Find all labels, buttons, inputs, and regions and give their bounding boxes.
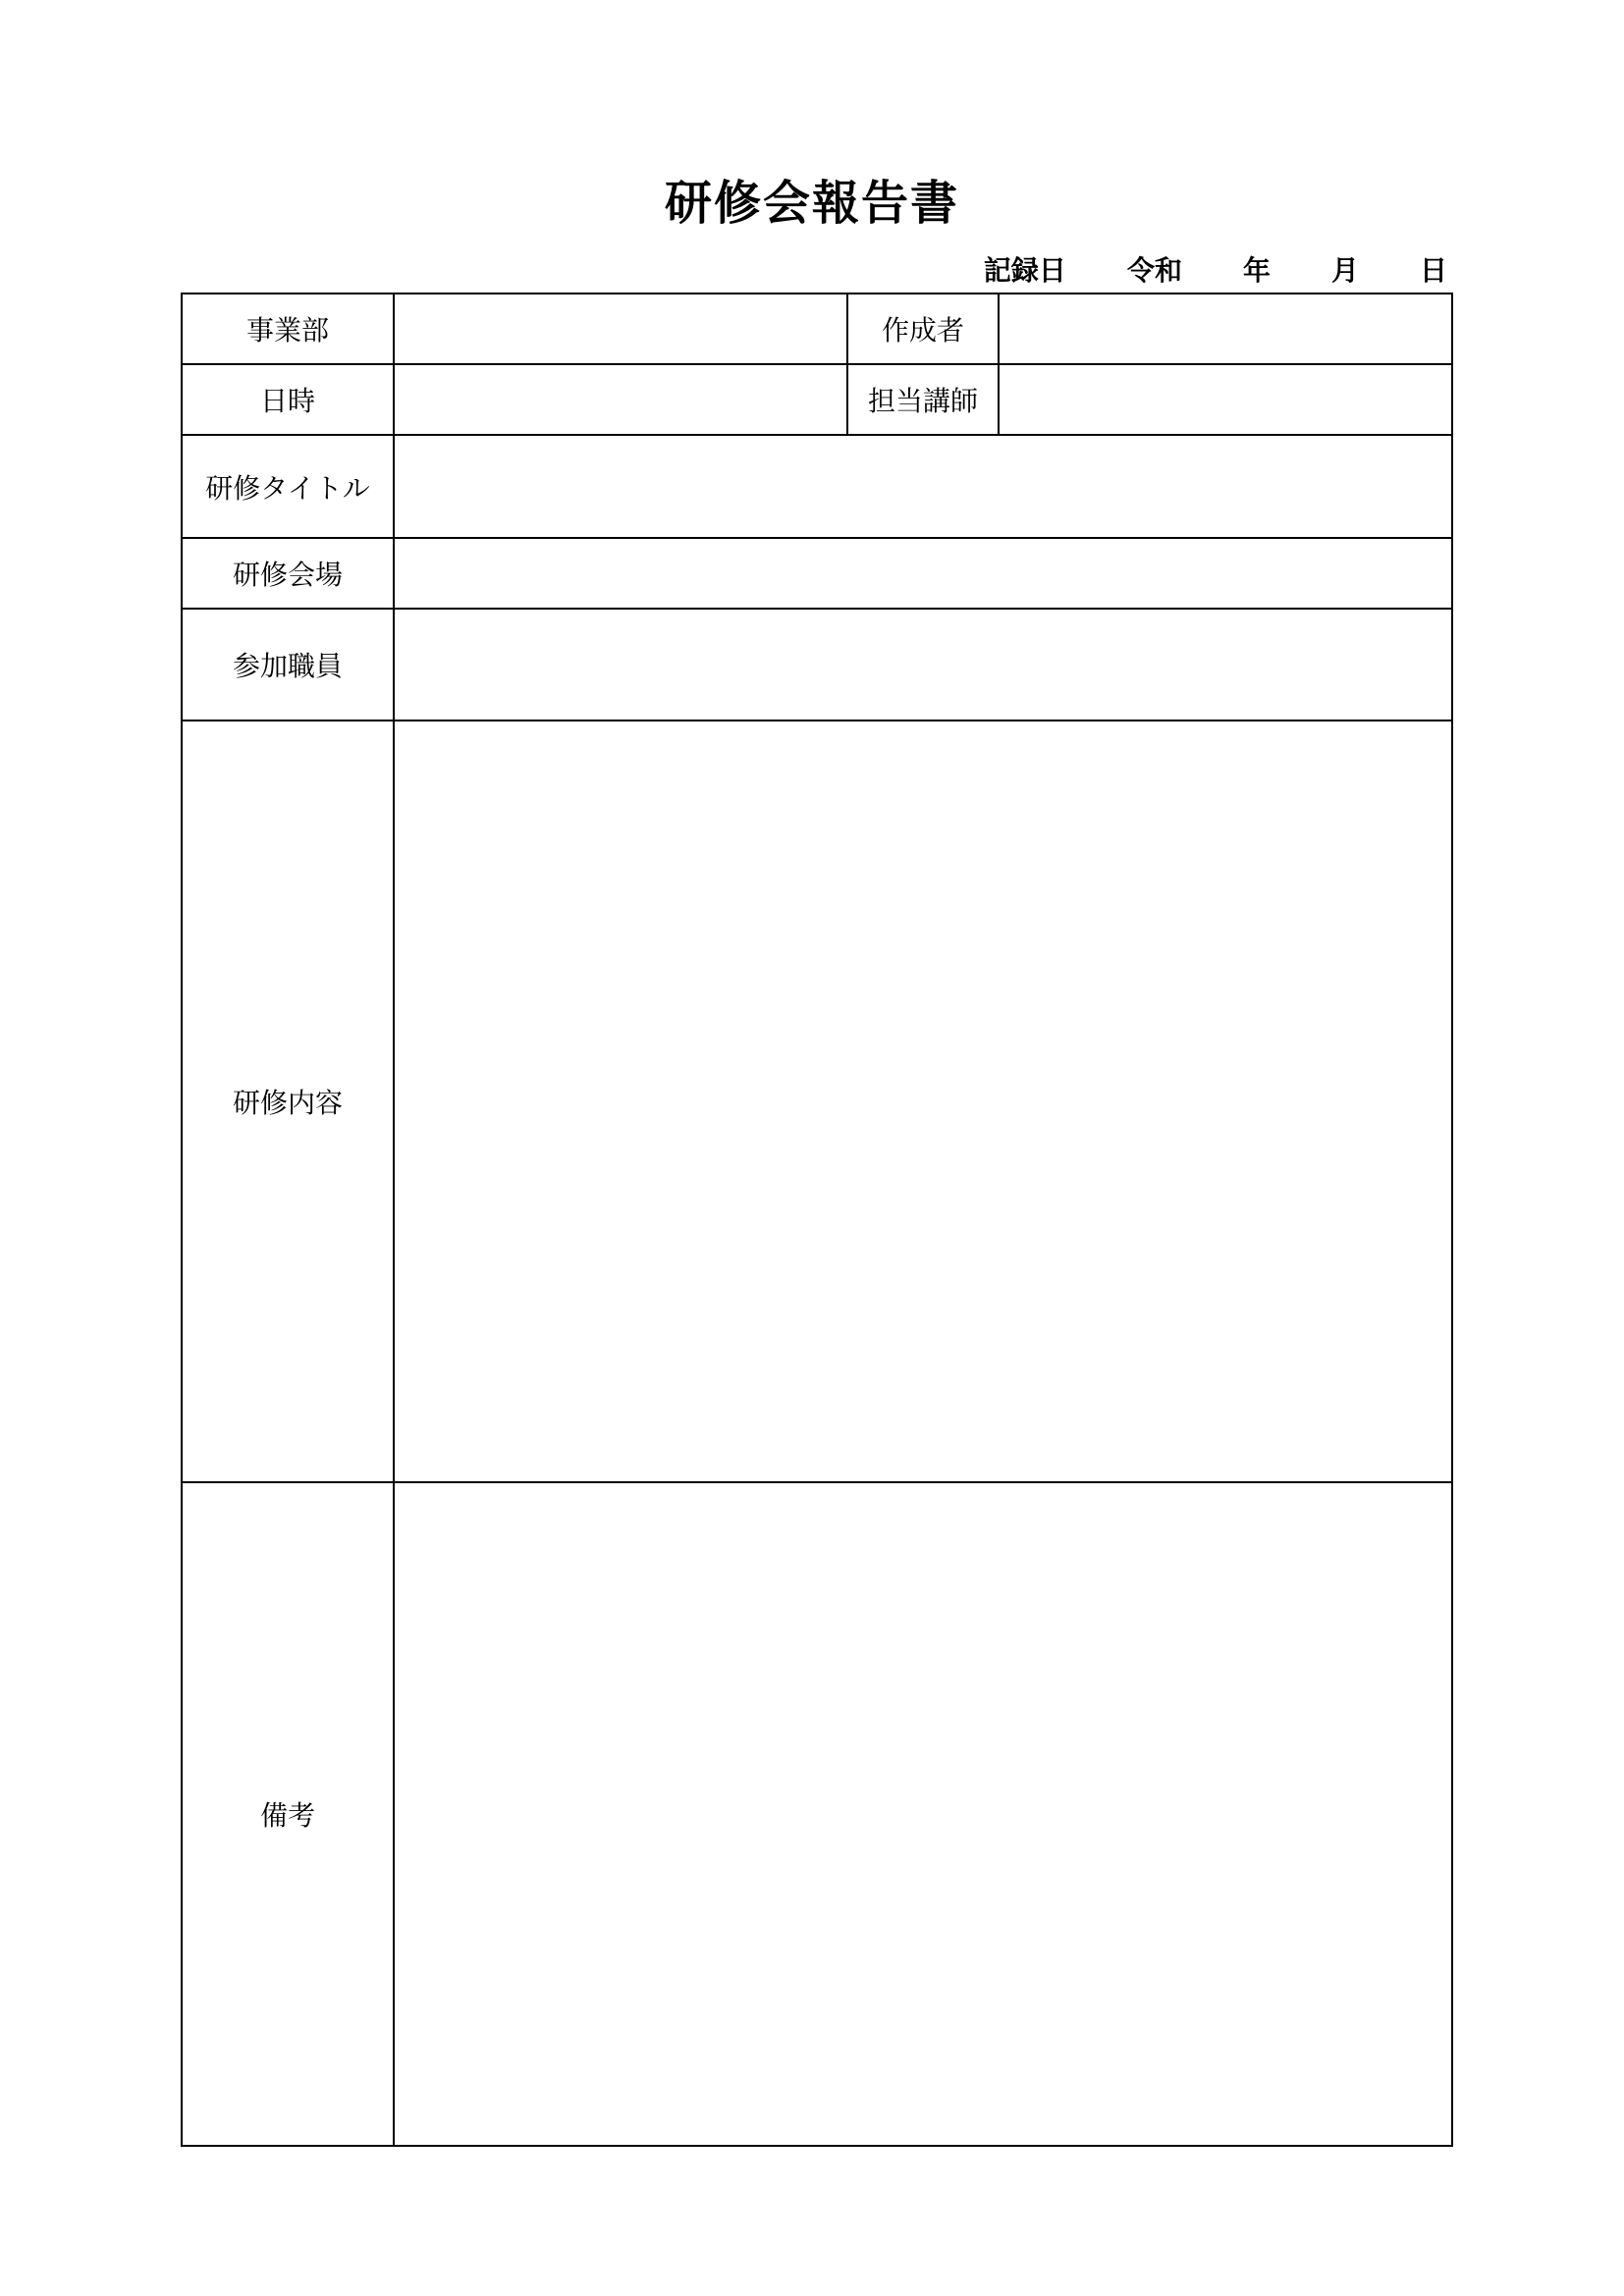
participants-label: 参加職員: [182, 609, 394, 721]
datetime-field[interactable]: [394, 364, 847, 435]
training-title-label: 研修タイトル: [182, 435, 394, 538]
training-title-field[interactable]: [394, 435, 1452, 538]
page-title: 研修会報告書: [664, 176, 959, 231]
record-date-era: 令和: [1126, 254, 1182, 287]
author-field[interactable]: [999, 294, 1452, 364]
instructor-label: 担当講師: [847, 364, 999, 435]
record-date-year: 年: [1242, 254, 1271, 287]
table-row-training-title: [182, 435, 1452, 538]
record-date-label: 記録日: [983, 254, 1066, 287]
content-field[interactable]: [394, 721, 1452, 1482]
remarks-label: 備考: [182, 1482, 394, 2146]
table-row-content: [182, 721, 1452, 1482]
record-date-line: [984, 249, 1447, 289]
datetime-label: 日時: [182, 364, 394, 435]
table-row-venue: [182, 538, 1452, 609]
table-row-datetime: [182, 364, 1452, 435]
record-date-month: 月: [1330, 254, 1359, 287]
content-label: 研修内容: [182, 721, 394, 1482]
remarks-field[interactable]: [394, 1482, 1452, 2146]
instructor-field[interactable]: [999, 364, 1452, 435]
participants-field[interactable]: [394, 609, 1452, 721]
department-label: 事業部: [182, 294, 394, 364]
record-date-day: 日: [1419, 254, 1447, 287]
report-form-table: [181, 293, 1453, 2147]
department-field[interactable]: [394, 294, 847, 364]
table-row-remarks: [182, 1482, 1452, 2146]
table-row-participants: [182, 609, 1452, 721]
venue-label: 研修会場: [182, 538, 394, 609]
author-label: 作成者: [847, 294, 999, 364]
table-row-department: [182, 294, 1452, 364]
venue-field[interactable]: [394, 538, 1452, 609]
